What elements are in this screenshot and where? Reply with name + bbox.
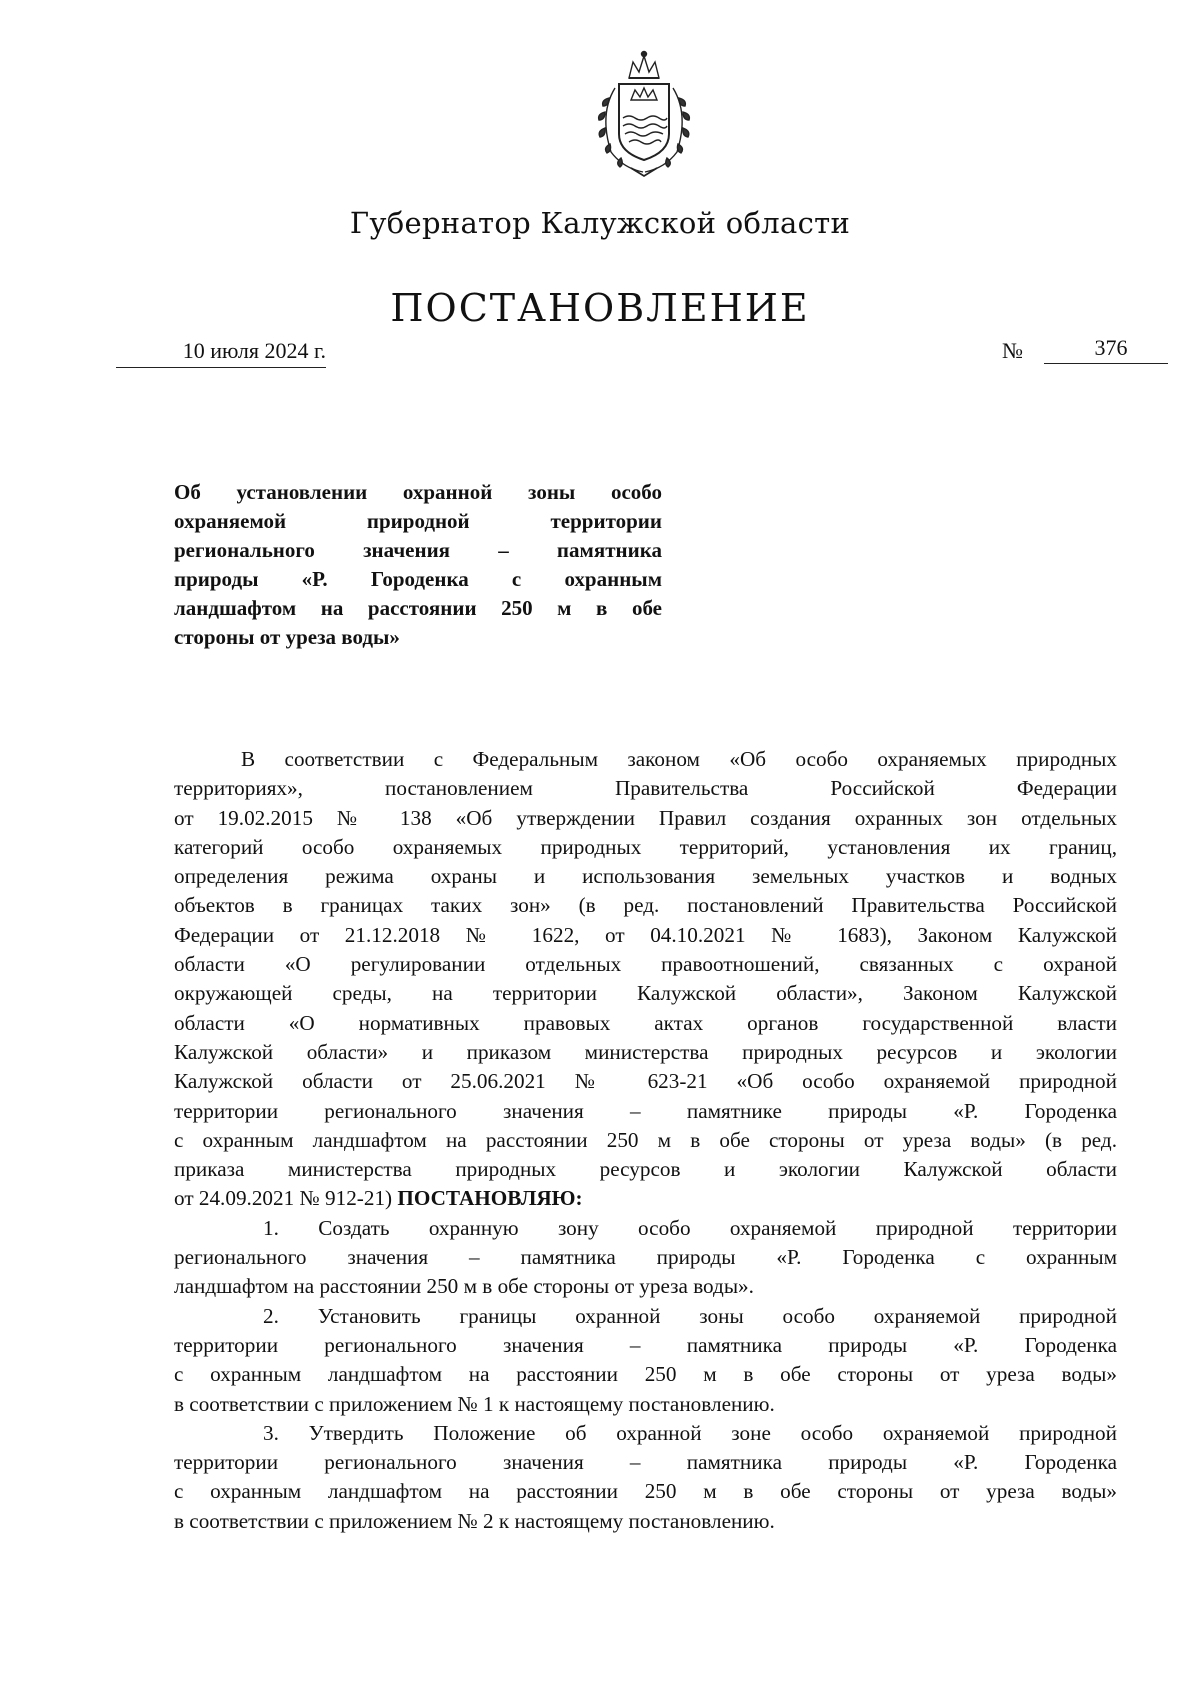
item-line: регионального значения – памятника природы «Р. Городенка с охранным [174,1245,1117,1270]
decree-item-1 [174,1214,1117,1302]
coat-of-arms-icon [585,48,703,178]
subject-line: стороны от уреза воды» [174,625,400,649]
preamble-line: приказа министерства природных ресурсов и экологии Калужской области [174,1157,1117,1182]
subject-line: регионального значения – памятника [174,538,662,562]
preamble-line: Федерации от 21.12.2018 № 1622, от 04.10.2021 № 1683), Законом Калужской [174,922,1117,947]
subject-line: Об установлении охранной зоны особо [174,480,662,504]
preamble-line: Калужской области» и приказом министерства природных ресурсов и экологии [174,1039,1117,1064]
preamble-line: категорий особо охраняемых природных территорий, установления их границ, [174,834,1117,859]
preamble-line: определения режима охраны и использования земельных участков и водных [174,864,1117,889]
item-line: территории регионального значения – памятника природы «Р. Городенка [174,1450,1117,1475]
decree-item-3 [174,1419,1117,1536]
preamble-line: территории регионального значения – памятнике природы «Р. Городенка [174,1098,1117,1123]
preamble-line: области «О регулировании отдельных правоотношений, связанных с охраной [174,952,1117,977]
document-number: 376 [1044,337,1168,364]
item-line: 3. Утвердить Положение об охранной зоне особо охраняемой природной [263,1420,1117,1445]
item-line: 2. Установить границы охранной зоны особо охраняемой природной [263,1303,1117,1328]
item-line: территории регионального значения – памятника природы «Р. Городенка [174,1332,1117,1357]
preamble-line: от 24.09.2021 № 912-21) [174,1186,393,1211]
document-subject [174,478,662,652]
preamble-line: от 19.02.2015 № 138 «Об утверждении Правил создания охранных зон отдельных [174,805,1117,830]
document-number-block [1002,334,1168,364]
document-date: 10 июля 2024 г. [116,338,326,368]
subject-line: ландшафтом на расстоянии 250 м в обе [174,596,662,620]
document-type-heading: ПОСТАНОВЛЕНИЕ [390,286,810,330]
item-line: 1. Создать охранную зону особо охраняемой природной территории [263,1215,1117,1240]
document-body [174,745,1117,1536]
decree-word: ПОСТАНОВЛЯЮ: [397,1186,583,1211]
preamble-last-line [174,1184,1117,1213]
item-line: в соответствии с приложением № 1 к настоящему постановлению. [174,1391,775,1416]
number-label: № [1002,338,1023,363]
preamble-line: объектов в границах таких зон» (в ред. постановлений Правительства Российской [174,893,1117,918]
item-line: с охранным ландшафтом на расстоянии 250 м в обе стороны от уреза воды» [174,1479,1117,1504]
preamble-line: области «О нормативных правовых актах органов государственной власти [174,1010,1117,1035]
subject-line: природы «Р. Городенка с охранным [174,567,662,591]
decree-item-2 [174,1302,1117,1419]
item-line: с охранным ландшафтом на расстоянии 250 м в обе стороны от уреза воды» [174,1362,1117,1387]
preamble-paragraph [174,745,1117,1214]
preamble-line: В соответствии с Федеральным законом «Об особо охраняемых природных [241,747,1117,771]
item-line: ландшафтом на расстоянии 250 м в обе стороны от уреза воды». [174,1274,754,1299]
issuer-heading: Губернатор Калужской области [349,206,851,240]
preamble-line: с охранным ландшафтом на расстоянии 250 м в обе стороны от уреза воды» (в ред. [174,1127,1117,1152]
preamble-line: окружающей среды, на территории Калужской области», Законом Калужской [174,981,1117,1006]
preamble-line: территориях», постановлением Правительства Российской Федерации [174,776,1117,801]
subject-line: охраняемой природной территории [174,509,662,533]
item-line: в соответствии с приложением № 2 к настоящему постановлению. [174,1508,775,1533]
preamble-line: Калужской области от 25.06.2021 № 623-21 «Об особо охраняемой природной [174,1069,1117,1094]
